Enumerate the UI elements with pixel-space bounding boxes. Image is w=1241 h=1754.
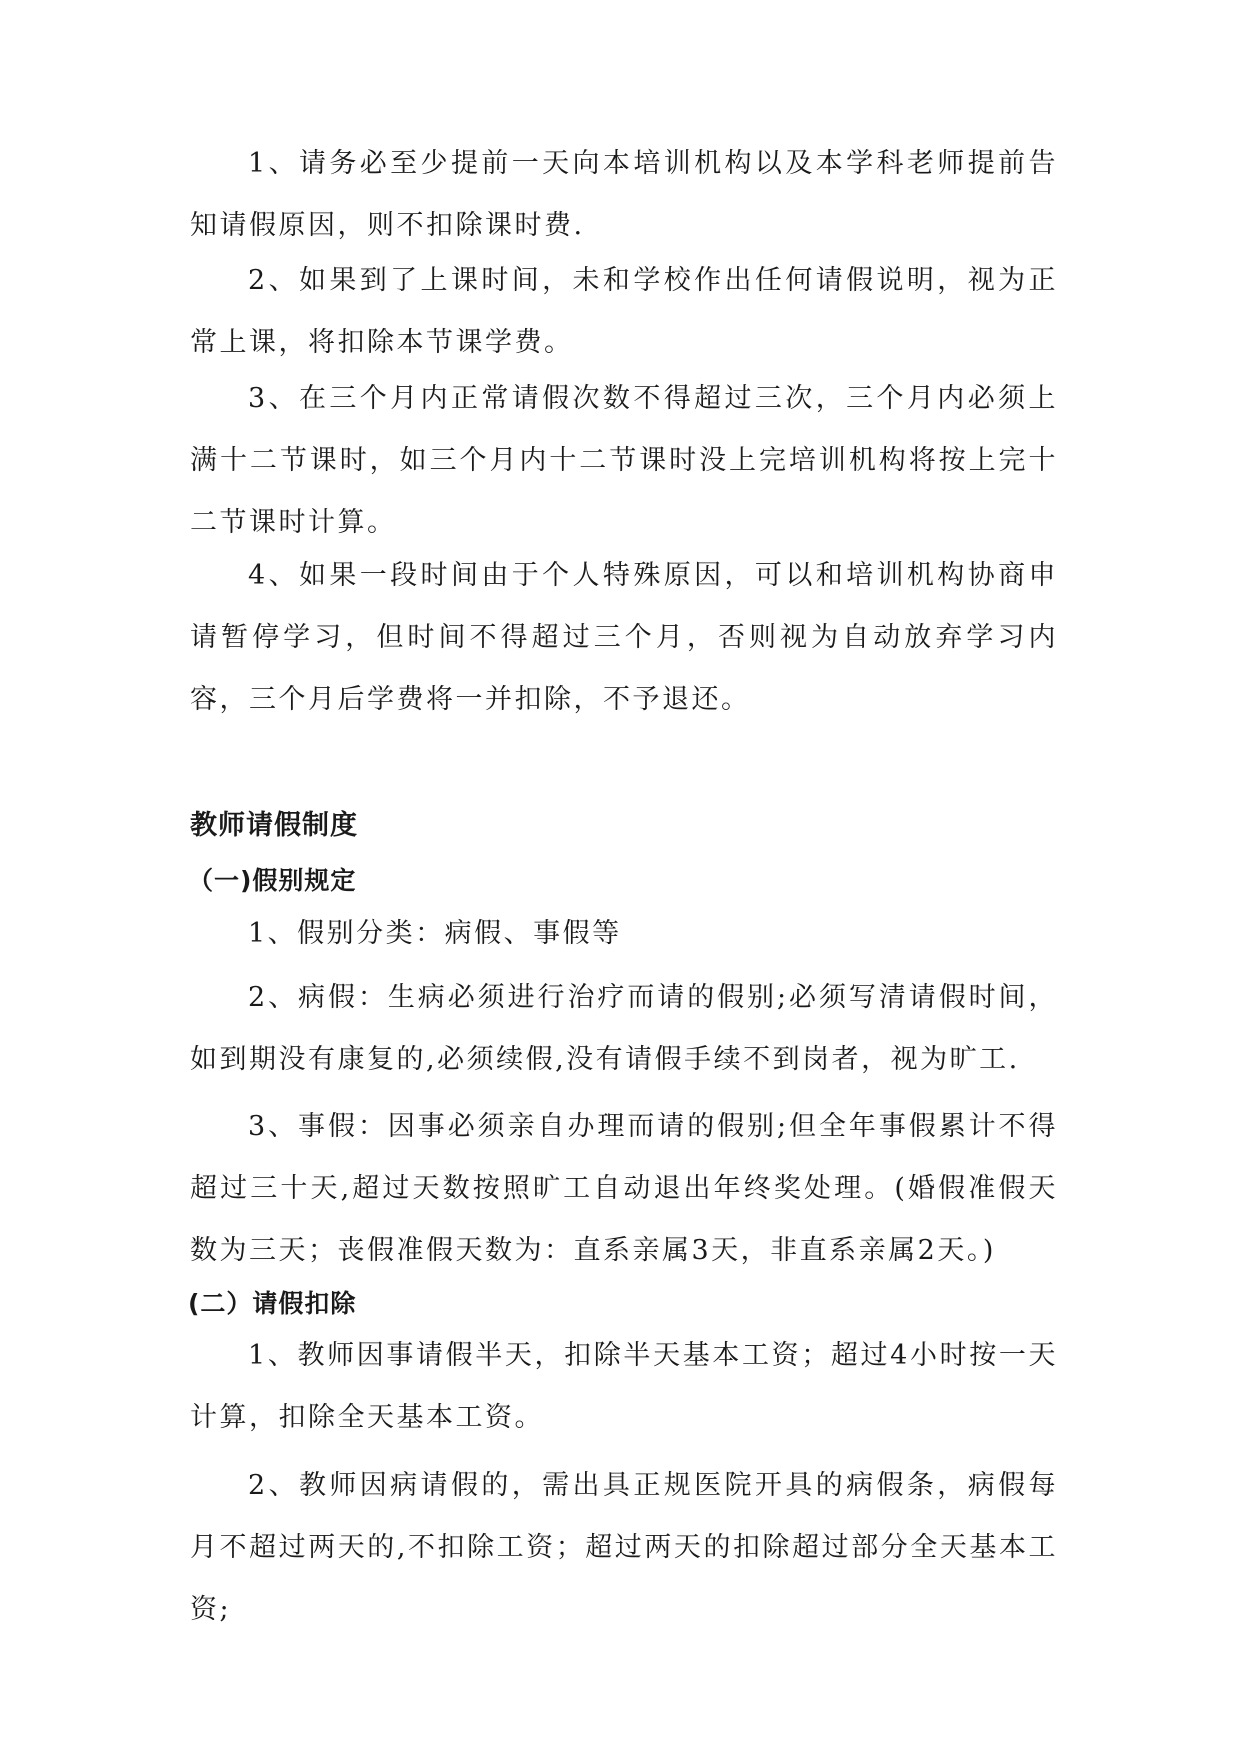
student-rule-3: 3、在三个月内正常请假次数不得超过三次，三个月内必须上满十二节课时，如三个月内十二节课时没上完培训机构将按上完十二节课时计算。 [190,383,1058,538]
student-rule-1: 1、请务必至少提前一天向本培训机构以及本学科老师提前告知请假原因，则不扣除课时费. [190,148,1058,241]
leave-rule-1: 1、假别分类：病假、事假等 [248,918,622,949]
student-rule-4: 4、如果一段时间由于个人特殊原因，可以和培训机构协商申请暂停学习，但时间不得超过三个月，否则视为自动放弃学习内容，三个月后学费将一并扣除，不予退还。 [190,560,1058,715]
deduction-rules-title: (二）请假扣除 [188,1289,357,1318]
student-rule-2: 2、如果到了上课时间，未和学校作出任何请假说明，视为正常上课，将扣除本节课学费。 [190,265,1058,358]
deduction-rule-2: 2、教师因病请假的，需出具正规医院开具的病假条，病假每月不超过两天的,不扣除工资；超过两天的扣除超过部分全天基本工资; [190,1470,1058,1625]
deduction-rule-1: 1、教师因事请假半天，扣除半天基本工资；超过4小时按一天计算，扣除全天基本工资。 [190,1340,1058,1433]
leave-rule-2: 2、病假：生病必须进行治疗而请的假别;必须写清请假时间，如到期没有康复的,必须续假,没有请假手续不到岗者，视为旷工. [190,982,1058,1075]
leave-rule-3: 3、事假：因事必须亲自办理而请的假别;但全年事假累计不得超过三十天,超过天数按照旷工自动退出年终奖处理。(婚假准假天数为三天；丧假准假天数为：直系亲属3天，非直系亲属2天。) [190,1111,1058,1266]
teacher-section-title: 教师请假制度 [190,810,358,841]
leave-rules-title: （一)假别规定 [188,866,357,895]
